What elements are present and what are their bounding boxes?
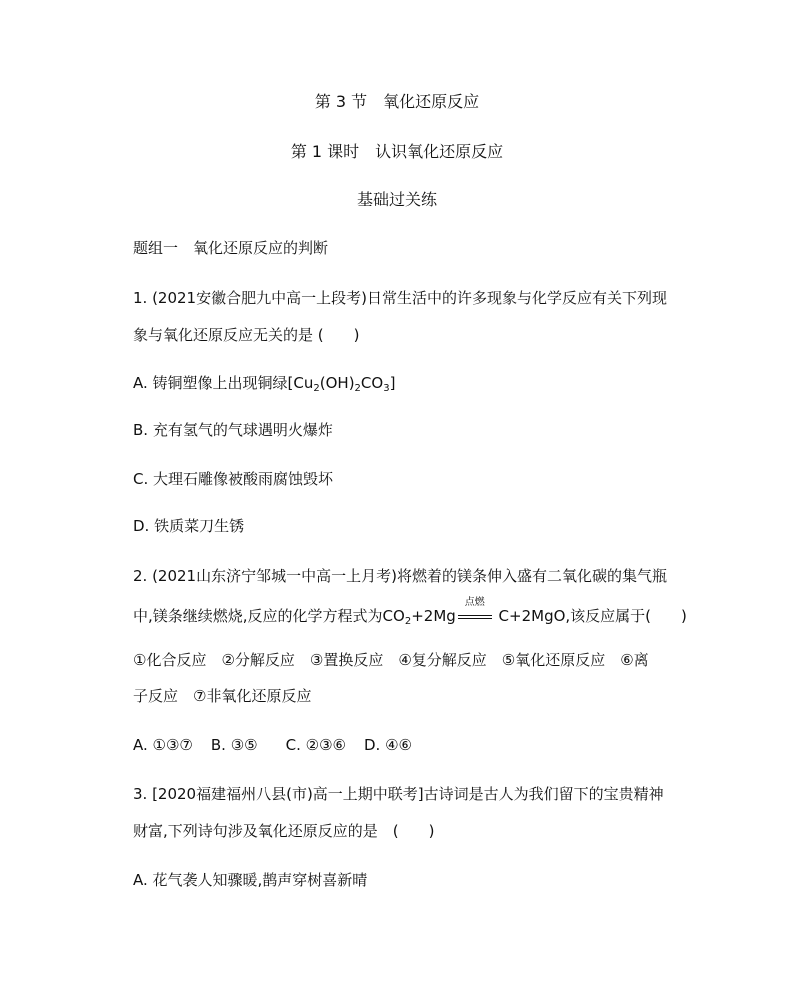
equals-bar-top — [458, 615, 492, 616]
reaction-condition-sign — [456, 597, 494, 626]
question-1-option-c: C. 大理石雕像被酸雨腐蚀毁坏 — [133, 470, 334, 488]
option-a-text: CO — [360, 374, 384, 392]
question-2-items-line-2: 子反应 ⑦非氧化还原反应 — [133, 687, 312, 705]
question-1-line-2: 象与氧化还原反应无关的是 ( ) — [133, 326, 360, 344]
question-1-option-d: D. 铁质菜刀生锈 — [133, 517, 245, 535]
option-d: D. ④⑥ — [363, 736, 412, 754]
practice-title: 基础过关练 — [356, 190, 437, 209]
subscript: 2 — [404, 616, 412, 627]
option-a-text: A. 铸铜塑像上出现铜绿[Cu — [133, 374, 314, 392]
question-3-line-1: 3. [2020福建福州八县(市)高一上期中联考]古诗词是古人为我们留下的宝贵精神 — [133, 785, 664, 803]
equals-bar-bottom — [458, 618, 492, 619]
option-a-text: ] — [389, 374, 396, 392]
option-a: A. ①③⑦ — [133, 736, 193, 754]
question-1-option-a — [133, 373, 395, 393]
question-2-equation-line — [133, 597, 687, 627]
question-2-items-line-1: ①化合反应 ②分解反应 ③置换反应 ④复分解反应 ⑤氧化还原反应 ⑥离 — [133, 651, 649, 669]
question-3-line-2: 财富,下列诗句涉及氧化还原反应的是 ( ) — [133, 822, 435, 840]
option-c: C. ②③⑥ — [285, 736, 346, 754]
option-b: B. ③⑤ — [210, 736, 258, 754]
question-1-line-1: 1. (2021安徽合肥九中高一上段考)日常生活中的许多现象与化学反应有关下列现 — [133, 289, 667, 307]
reaction-condition: 点燃 — [464, 597, 485, 608]
section-title: 第 3 节 氧化还原反应 — [314, 92, 480, 111]
equation-text: +2Mg — [411, 607, 456, 625]
equation-text: 中,镁条继续燃烧,反应的化学方程式为CO — [133, 607, 405, 625]
subscript: 3 — [383, 383, 390, 394]
lesson-title: 第 1 课时 认识氧化还原反应 — [290, 142, 504, 161]
subscript: 2 — [354, 383, 361, 394]
question-2-options — [133, 735, 412, 755]
group-title: 题组一 氧化还原反应的判断 — [133, 239, 329, 257]
question-3-option-a: A. 花气袭人知骤暖,鹊声穿树喜新晴 — [133, 871, 368, 889]
subscript: 2 — [313, 383, 320, 394]
question-2-line-1: 2. (2021山东济宁邹城一中高一上月考)将燃着的镁条伸入盛有二氧化碳的集气瓶 — [133, 567, 667, 585]
question-1-option-b: B. 充有氢气的气球遇明火爆炸 — [133, 421, 333, 439]
equation-text: C+2MgO,该反应属于( ) — [493, 607, 687, 625]
option-a-text: (OH) — [319, 374, 355, 392]
